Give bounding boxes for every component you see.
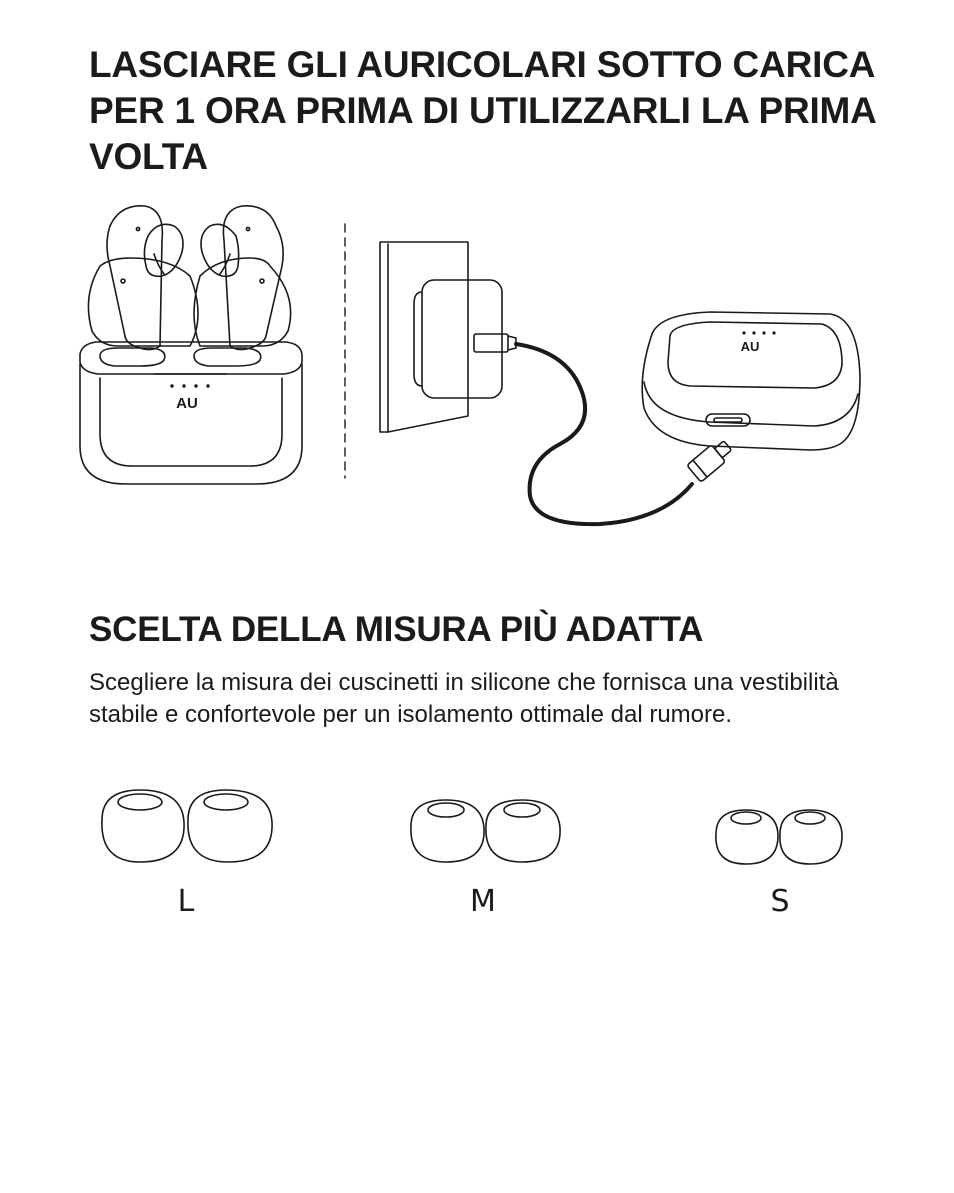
open-case-with-earbuds xyxy=(80,206,302,484)
charge-heading: LASCIARE GLI AURICOLARI SOTTO CARICA PER 1 ORA PRIMA DI UTILIZZARLI LA PRIMA VOLTA xyxy=(89,44,876,177)
size-description: Scegliere la misura dei cuscinetti in silicone che fornisca una vestibilità stabile e confortevole per un isolamento ottimale dal rumore. xyxy=(89,669,839,728)
size-label-l: L xyxy=(177,884,195,919)
size-label-m: M xyxy=(470,884,496,919)
size-heading: SCELTA DELLA MISURA PIÙ ADATTA xyxy=(89,610,704,649)
ear-tip-size-m xyxy=(411,800,560,862)
ear-tip-size-s xyxy=(716,810,842,864)
size-label-s: S xyxy=(770,884,790,919)
ear-tip-size-l xyxy=(102,790,272,862)
charging-illustration xyxy=(70,196,870,536)
closed-case xyxy=(642,312,860,450)
ear-tips-illustration xyxy=(90,780,850,880)
wall-adapter xyxy=(380,242,516,432)
case-logo: AU xyxy=(176,395,198,412)
closed-case-logo: AU xyxy=(740,339,760,354)
